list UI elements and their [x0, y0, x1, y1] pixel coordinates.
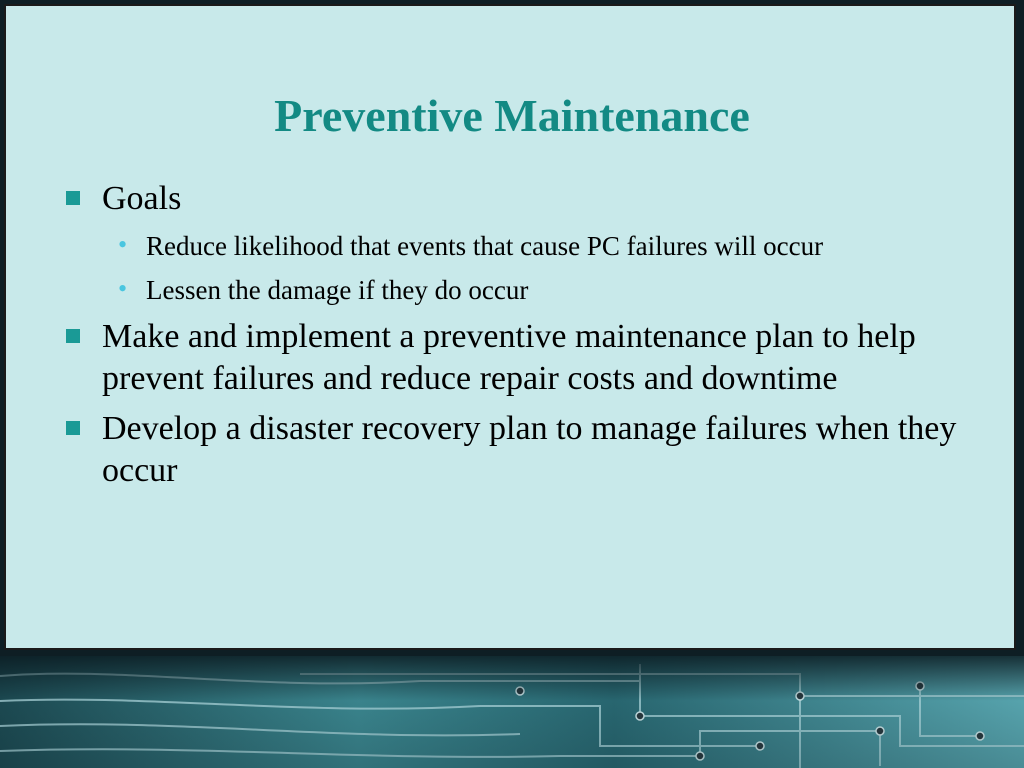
bullet-item-maintenance-plan	[62, 316, 962, 400]
sub-bullet-list	[102, 228, 962, 308]
bullet-item-goals	[62, 178, 962, 308]
sub-bullet-item	[102, 228, 962, 264]
slide-title: Preventive Maintenance	[274, 90, 750, 141]
bullet-item-disaster-recovery	[62, 408, 962, 492]
bullet-text: Develop a disaster recovery plan to manage failures when they occur	[102, 410, 957, 489]
square-bullet-icon	[66, 191, 80, 205]
bullet-text: Goals	[102, 180, 182, 217]
dot-bullet-icon: •	[118, 230, 128, 259]
sub-bullet-text: Reduce likelihood that events that cause PC failures will occur	[146, 231, 824, 261]
square-bullet-icon	[66, 421, 80, 435]
dot-bullet-icon: •	[118, 274, 128, 303]
sub-bullet-text: Lessen the damage if they do occur	[146, 275, 529, 305]
square-bullet-icon	[66, 329, 80, 343]
bullet-text: Make and implement a preventive maintenance plan to help prevent failures and reduce repair costs and downtime	[102, 318, 916, 397]
bullet-list	[62, 178, 962, 500]
circuit-board-decoration	[0, 656, 1024, 768]
sub-bullet-item	[102, 272, 962, 308]
content-panel	[4, 4, 1016, 650]
